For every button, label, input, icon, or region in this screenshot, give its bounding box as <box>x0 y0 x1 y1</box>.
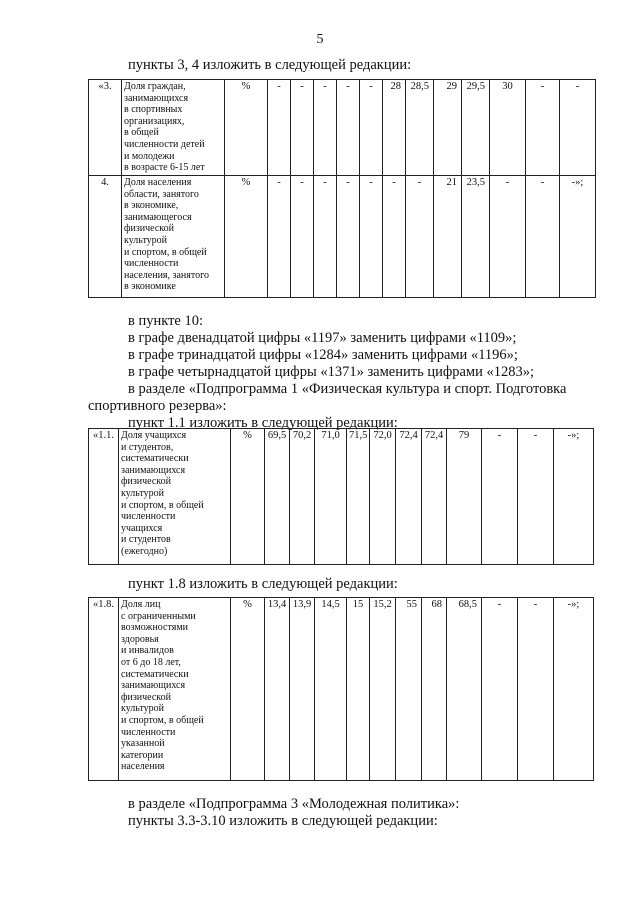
paragraph-line: в графе четырнадцатой цифры «1371» заменить цифрами «1283»; <box>128 364 535 380</box>
value-cell: 14,5 <box>315 598 347 781</box>
intro-paragraph-1: пункты 3, 4 изложить в следующей редакции: <box>128 57 412 73</box>
paragraph-line: в графе тринадцатой цифры «1284» заменить цифрами «1196»; <box>128 347 518 363</box>
indicator-name-line: в экономике, <box>124 200 179 212</box>
paragraph-line: пункт 1.1 изложить в следующей редакции: <box>128 415 398 431</box>
indicator-name-line: категории <box>121 749 164 761</box>
value-cell: - <box>518 429 554 565</box>
indicator-name-line: занимающегося <box>124 211 192 223</box>
value-cell: -»; <box>554 598 594 781</box>
indicator-name-line: культурой <box>121 703 165 715</box>
indicator-name-line: в спортивных <box>124 104 183 116</box>
value-cell: - <box>406 176 434 298</box>
value-cell: 13,9 <box>290 598 315 781</box>
value-cell: 71,0 <box>315 429 347 565</box>
indicator-name-line: культурой <box>124 234 168 246</box>
indicator-name-line: систематически <box>121 668 189 680</box>
value-cell: -»; <box>554 429 594 565</box>
indicator-name-line: Доля учащихся <box>121 430 187 441</box>
indicator-name-line: населения <box>121 761 165 773</box>
value-cell: - <box>291 80 314 176</box>
paragraph-line: в разделе «Подпрограмма 3 «Молодежная политика»: <box>128 796 460 812</box>
indicator-name-line: от 6 до 18 лет, <box>121 656 181 668</box>
indicator-name-line: занимающихся <box>124 92 189 104</box>
indicator-name-line: с ограниченными <box>121 610 196 622</box>
indicator-name-line: и студентов, <box>121 441 174 453</box>
value-cell: 28 <box>383 80 406 176</box>
indicator-name-line: численности детей <box>124 138 205 150</box>
indicator-name-line: и спортом, в общей <box>124 246 207 258</box>
table-row <box>89 598 594 781</box>
value-cell: 71,5 <box>347 429 370 565</box>
value-cell: 13,4 <box>265 598 290 781</box>
value-cell: 72,4 <box>422 429 447 565</box>
value-cell: - <box>560 80 596 176</box>
amendment-table-points-3-4 <box>88 79 596 298</box>
indicator-name-line: и инвалидов <box>121 645 174 657</box>
indicator-name-line: численности <box>121 726 176 738</box>
indicator-name-line: и студентов <box>121 534 171 546</box>
indicator-name-line: организациях, <box>124 115 185 127</box>
indicator-name-line: физической <box>121 691 171 703</box>
row-number: «1.1. <box>89 429 119 565</box>
value-cell: 21 <box>434 176 462 298</box>
value-cell: - <box>518 598 554 781</box>
value-cell: - <box>360 80 383 176</box>
value-cell: - <box>526 176 560 298</box>
indicator-name-line: занимающихся <box>121 464 186 476</box>
table-row <box>89 176 596 298</box>
value-cell: - <box>291 176 314 298</box>
value-cell: 72,4 <box>396 429 422 565</box>
value-cell: - <box>526 80 560 176</box>
value-cell: -»; <box>560 176 596 298</box>
value-cell: 72,0 <box>370 429 396 565</box>
value-cell: - <box>337 80 360 176</box>
indicator-name <box>119 429 231 565</box>
indicator-name-line: (ежегодно) <box>121 545 168 557</box>
value-cell: - <box>383 176 406 298</box>
value-cell: - <box>482 598 518 781</box>
paragraph-line: в пункте 10: <box>128 313 204 329</box>
value-cell: 30 <box>490 80 526 176</box>
value-cell: 15 <box>347 598 370 781</box>
indicator-name-line: занимающихся <box>121 680 186 692</box>
unit-cell: % <box>231 598 265 781</box>
indicator-name-line: Доля населения <box>124 177 192 188</box>
indicator-name <box>122 80 225 176</box>
indicator-name-line: и молодежи <box>124 150 175 162</box>
table-row <box>89 80 596 176</box>
indicator-name-line: культурой <box>121 487 165 499</box>
value-cell: - <box>482 429 518 565</box>
indicator-name-line: численности <box>121 511 176 523</box>
indicator-name-line: возможностями <box>121 622 189 634</box>
value-cell: - <box>360 176 383 298</box>
row-number: «1.8. <box>89 598 119 781</box>
value-cell: - <box>268 80 291 176</box>
value-cell: - <box>490 176 526 298</box>
value-cell: - <box>268 176 291 298</box>
indicator-name-line: Доля лиц <box>121 599 161 610</box>
value-cell: 55 <box>396 598 422 781</box>
paragraph-line: в разделе «Подпрограмма 1 «Физическая культура и спорт. Подготовка <box>128 381 567 397</box>
unit-cell: % <box>225 176 268 298</box>
indicator-name-line: в экономике <box>124 281 176 293</box>
unit-cell: % <box>231 429 265 565</box>
page-number: 5 <box>316 32 324 47</box>
value-cell: 28,5 <box>406 80 434 176</box>
paragraph-line: спортивного резерва»: <box>88 398 227 414</box>
value-cell: 23,5 <box>462 176 490 298</box>
value-cell: 29,5 <box>462 80 490 176</box>
paragraph-line: в графе двенадцатой цифры «1197» заменить цифрами «1109»; <box>128 330 517 346</box>
value-cell: - <box>314 176 337 298</box>
value-cell: 70,2 <box>290 429 315 565</box>
amendment-table-point-1-8 <box>88 597 594 781</box>
indicator-name-line: здоровья <box>121 633 159 645</box>
indicator-name-line: и спортом, в общей <box>121 499 204 511</box>
value-cell: - <box>337 176 360 298</box>
indicator-name-line: указанной <box>121 738 165 750</box>
indicator-name-line: населения, занятого <box>124 269 209 281</box>
unit-cell: % <box>225 80 268 176</box>
indicator-name-line: Доля граждан, <box>124 81 186 92</box>
indicator-name-line: учащихся <box>121 522 163 534</box>
indicator-name <box>119 598 231 781</box>
value-cell: 15,2 <box>370 598 396 781</box>
indicator-name-line: области, занятого <box>124 188 199 200</box>
value-cell: 68 <box>422 598 447 781</box>
amendment-table-point-1-1 <box>88 428 594 565</box>
value-cell: 29 <box>434 80 462 176</box>
intro-paragraph-3: пункт 1.8 изложить в следующей редакции: <box>128 576 398 592</box>
indicator-name-line: и спортом, в общей <box>121 714 204 726</box>
indicator-name <box>122 176 225 298</box>
indicator-name-line: систематически <box>121 453 189 465</box>
table-row <box>89 429 594 565</box>
paragraph-line: пункты 3.3-3.10 изложить в следующей редакции: <box>128 813 438 829</box>
row-number: 4. <box>89 176 122 298</box>
indicator-name-line: численности <box>124 258 179 270</box>
value-cell: 68,5 <box>447 598 482 781</box>
value-cell: - <box>314 80 337 176</box>
indicator-name-line: физической <box>124 223 174 235</box>
value-cell: 69,5 <box>265 429 290 565</box>
row-number: «3. <box>89 80 122 176</box>
indicator-name-line: физической <box>121 476 171 488</box>
indicator-name-line: в общей <box>124 127 159 139</box>
value-cell: 79 <box>447 429 482 565</box>
indicator-name-line: в возрасте 6-15 лет <box>124 162 205 174</box>
